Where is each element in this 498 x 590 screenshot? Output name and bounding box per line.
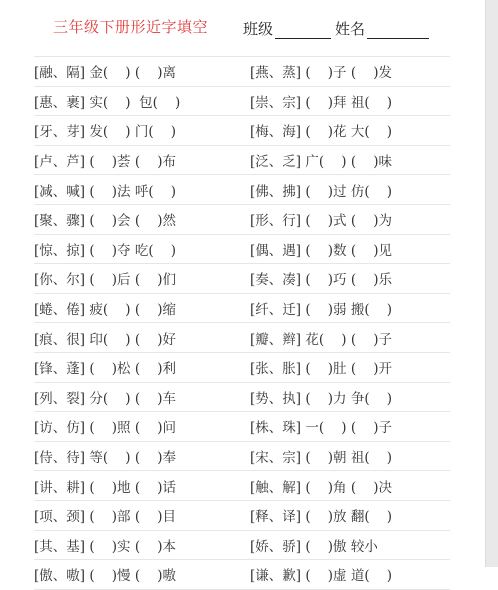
exercise-row xyxy=(34,353,450,383)
exercise-row xyxy=(34,205,450,235)
exercise-right: [宋、宗] ( )朝 祖( ) xyxy=(250,450,393,467)
name-label: 姓名 xyxy=(335,20,366,38)
exercise-row xyxy=(34,56,450,87)
exercise-left: [列、裂] 分( ) ( )车 xyxy=(34,390,177,407)
exercise-left: [其、基] ( )实 ( )本 xyxy=(34,538,177,555)
exercise-right: [释、译] ( )放 翻( ) xyxy=(250,509,393,526)
exercise-row xyxy=(34,116,450,146)
exercise-row xyxy=(34,531,450,561)
exercise-left: [惠、裹] 实( ) 包( ) xyxy=(34,94,181,111)
exercise-right: [谦、歉] ( )虚 道( ) xyxy=(250,568,393,585)
exercise-left: [蜷、倦] 疲( ) ( )缩 xyxy=(34,302,177,319)
exercise-left: [访、仿] ( )照 ( )问 xyxy=(34,420,177,437)
exercise-table xyxy=(34,56,450,590)
exercise-left: [项、颈] ( )部 ( )目 xyxy=(34,509,177,526)
exercise-right: [梅、海] ( )花 大( ) xyxy=(250,124,393,141)
exercise-left: [痕、很] 印( ) ( )好 xyxy=(34,331,177,348)
exercise-row xyxy=(34,412,450,442)
exercise-left: [聚、骤] ( )会 ( )然 xyxy=(34,213,177,230)
exercise-right: [娇、骄] ( )傲 较小 xyxy=(250,538,378,555)
exercise-left: [惊、掠] ( )夺 吃( ) xyxy=(34,242,177,259)
exercise-row xyxy=(34,323,450,353)
exercise-left: [减、喊] ( )法 呼( ) xyxy=(34,183,177,200)
exercise-right: [触、解] ( )角 ( )决 xyxy=(250,479,393,496)
exercise-left: [你、尔] ( )后 ( )们 xyxy=(34,272,177,289)
exercise-row xyxy=(34,560,450,590)
exercise-row xyxy=(34,471,450,501)
exercise-left: [讲、耕] ( )地 ( )话 xyxy=(34,479,177,496)
exercise-row xyxy=(34,442,450,472)
exercise-row xyxy=(34,146,450,176)
exercise-left: [侍、待] 等( ) ( )奉 xyxy=(34,450,177,467)
student-info-fields xyxy=(243,18,433,39)
exercise-right: [瓣、辫] 花( ) ( )子 xyxy=(250,331,393,348)
exercise-left: [融、隔] 金( ) ( )离 xyxy=(34,65,177,82)
exercise-right: [泛、乏] 广( ) ( )味 xyxy=(250,154,393,171)
exercise-row xyxy=(34,501,450,531)
exercise-right: [崇、宗] ( )拜 祖( ) xyxy=(250,94,393,111)
worksheet-title: 三年级下册形近字填空 xyxy=(53,18,209,36)
exercise-right: [奏、凑] ( )巧 ( )乐 xyxy=(250,272,393,289)
exercise-left: [卢、芦] ( )荟 ( )布 xyxy=(34,154,177,171)
exercise-right: [佛、拂] ( )过 仿( ) xyxy=(250,183,393,200)
exercise-left: [牙、芽] 发( ) 门( ) xyxy=(34,124,177,141)
exercise-right: [燕、蒸] ( )子 ( )发 xyxy=(250,65,393,82)
exercise-row xyxy=(34,264,450,294)
exercise-left: [傲、嗷] ( )慢 ( )嗷 xyxy=(34,568,177,585)
name-blank[interactable] xyxy=(367,22,429,39)
exercise-right: [偶、遇] ( )数 ( )见 xyxy=(250,242,393,259)
exercise-right: [形、行] ( )式 ( )为 xyxy=(250,213,393,230)
exercise-right: [纤、迁] ( )弱 搬( ) xyxy=(250,302,393,319)
vertical-scrollbar[interactable] xyxy=(485,0,498,567)
class-label: 班级 xyxy=(243,20,274,38)
exercise-row xyxy=(34,175,450,205)
exercise-left: [锋、蓬] ( )松 ( )利 xyxy=(34,361,177,378)
worksheet-header xyxy=(0,14,480,42)
exercise-right: [张、胀] ( )肚 ( )开 xyxy=(250,361,393,378)
exercise-row xyxy=(34,383,450,413)
exercise-right: [株、珠] 一( ) ( )子 xyxy=(250,420,393,437)
exercise-row xyxy=(34,294,450,324)
exercise-row xyxy=(34,87,450,117)
exercise-right: [势、执] ( )力 争( ) xyxy=(250,390,393,407)
exercise-row xyxy=(34,235,450,265)
class-blank[interactable] xyxy=(275,22,331,39)
